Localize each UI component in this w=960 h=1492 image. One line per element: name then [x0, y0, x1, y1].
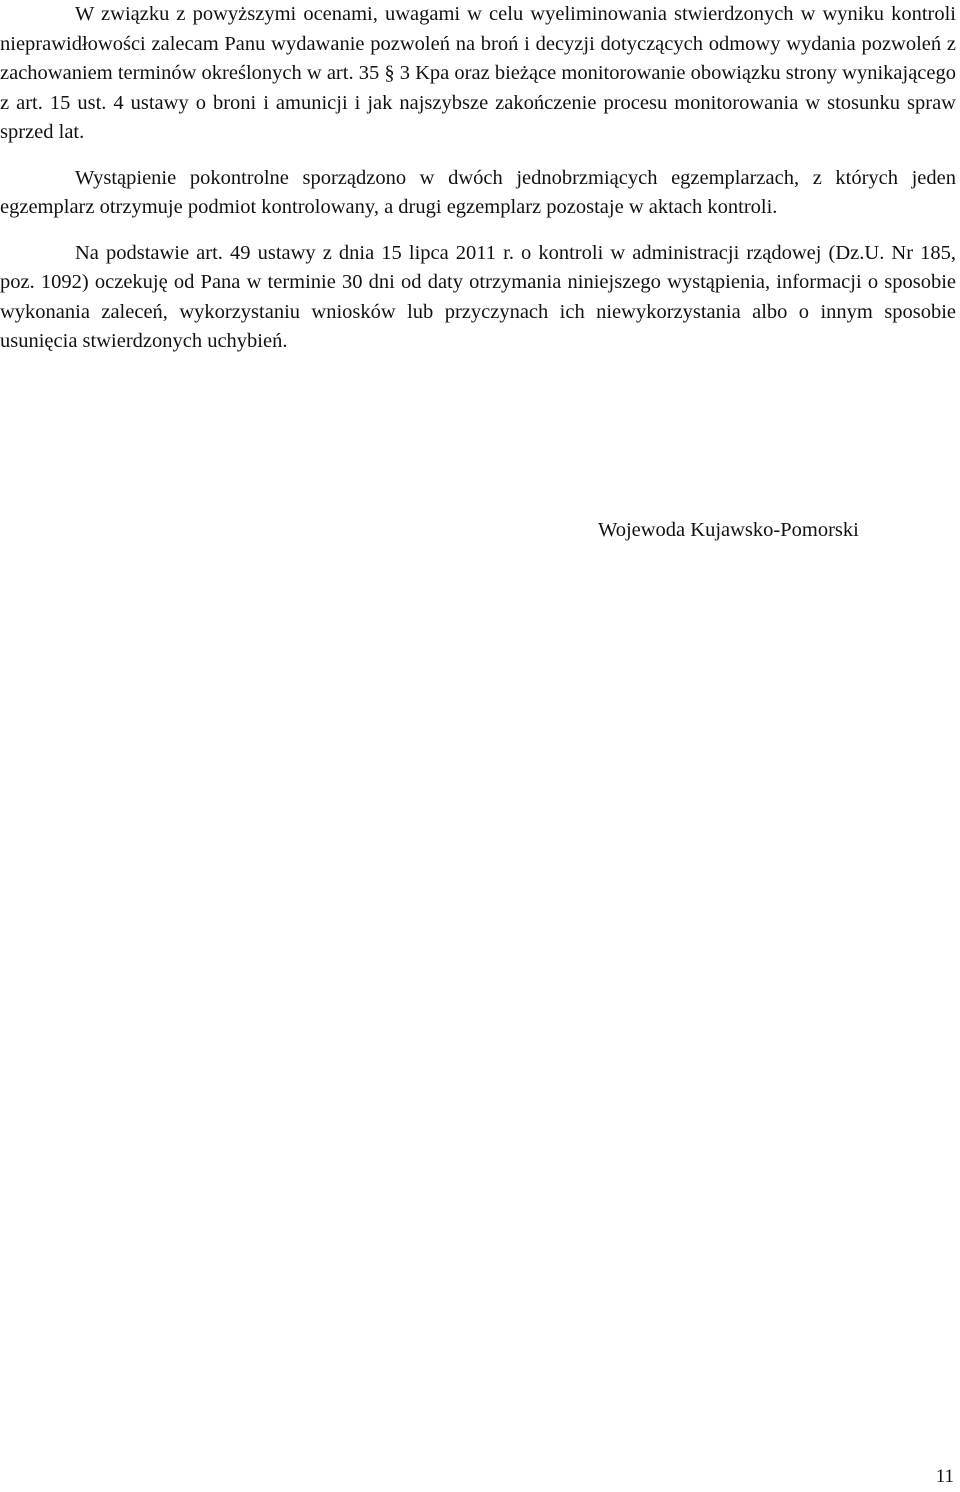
- document-body: [0, 0, 956, 357]
- paragraph-copies: Wystąpienie pokontrolne sporządzono w dwóch jednobrzmiących egzemplarzach, z których jeden egzemplarz otrzymuje podmiot kontrolowany, a drugi egzemplarz pozostaje w aktach kontroli.: [0, 166, 956, 218]
- signature-block: Wojewoda Kujawsko-Pomorski: [598, 519, 859, 541]
- page-number: 11: [935, 1466, 954, 1487]
- paragraph-recommendations: W związku z powyższymi ocenami, uwagami w celu wyeliminowania stwierdzonych w wyniku kontroli nieprawidłowości zalecam Panu wydawanie pozwoleń na broń i decyzji dotyczących odmowy wydania pozwoleń z zachowaniem terminów określonych w art. 35 § 3 Kpa oraz bieżące monitorowanie obowiązku strony wynikającego z art. 15 ust. 4 ustawy o broni i amunicji i jak najszybsze zakończenie procesu monitorowania w stosunku spraw sprzed lat.: [0, 3, 956, 143]
- paragraph-legal-basis: Na podstawie art. 49 ustawy z dnia 15 lipca 2011 r. o kontroli w administracji rządowej (Dz.U. Nr 185, poz. 1092) oczekuję od Pana w terminie 30 dni od daty otrzymania niniejszego wystąpienia, informacji o sposobie wykonania zaleceń, wykorzystaniu wniosków lub przyczynach ich niewykorzystania albo o innym sposobie usunięcia stwierdzonych uchybień.: [0, 241, 956, 352]
